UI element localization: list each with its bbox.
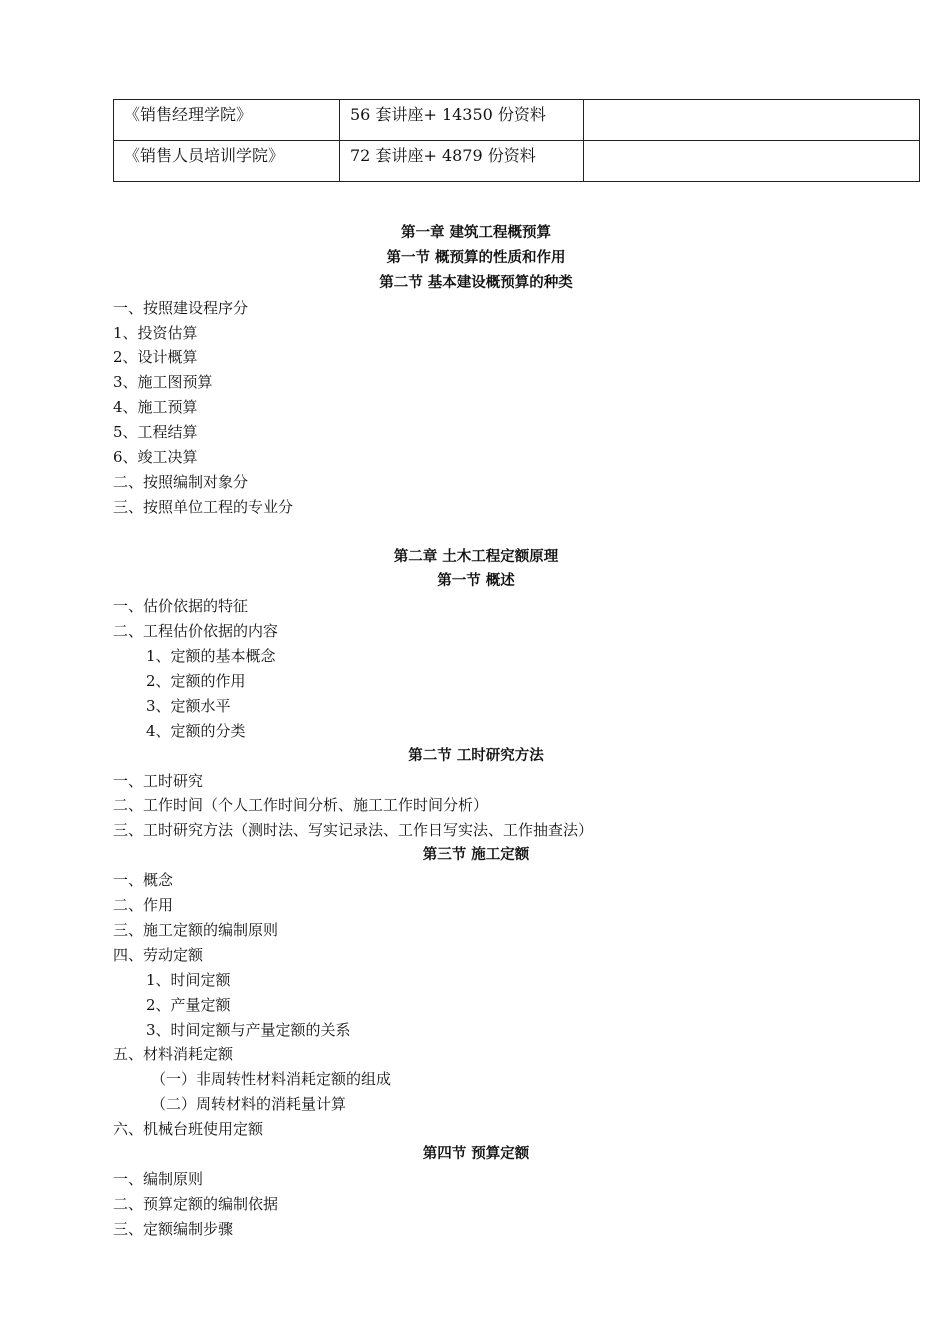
table-row	[114, 141, 920, 182]
outline-body	[113, 221, 839, 1242]
sub-list-item: 4、定额的分类	[146, 721, 246, 740]
list-item: 5、工程结算	[113, 423, 198, 442]
sub-list-item: 2、产量定额	[146, 995, 231, 1014]
section-heading: 第一章 建筑工程概预算	[400, 225, 552, 241]
section-heading: 第二节 工时研究方法	[408, 747, 544, 764]
list-item: 一、概念	[113, 871, 174, 890]
list-item: 一、编制原则	[113, 1169, 204, 1188]
sub-list-item: （一）非周转性材料消耗定额的组成	[151, 1070, 392, 1089]
sub-list-item: 2、定额的作用	[146, 672, 246, 691]
list-item: 二、作用	[113, 896, 174, 915]
table-cell-title: 《销售人员培训学院》	[114, 141, 340, 182]
table-cell-count: 72 套讲座+ 4879 份资料	[340, 141, 584, 182]
section-heading: 第四节 预算定额	[422, 1145, 530, 1162]
list-item: 五、材料消耗定额	[113, 1045, 234, 1064]
sub-list-item: 1、时间定额	[146, 970, 231, 989]
section-heading: 第一节 概述	[437, 573, 515, 590]
table-cell-title: 《销售经理学院》	[114, 100, 340, 141]
list-item: 2、设计概算	[113, 348, 198, 367]
table-cell-count: 56 套讲座+ 14350 份资料	[340, 100, 584, 141]
list-item: 1、投资估算	[113, 323, 198, 342]
section-heading: 第三节 施工定额	[422, 847, 530, 864]
list-item: 二、按照编制对象分	[113, 472, 249, 491]
list-item: 二、工程估价依据的内容	[113, 622, 279, 641]
list-item: 一、按照建设程序分	[113, 298, 249, 317]
list-item: 二、预算定额的编制依据	[113, 1194, 279, 1213]
list-item: 一、工时研究	[113, 771, 204, 790]
section-heading: 第二章 土木工程定额原理	[393, 548, 559, 565]
table-cell-empty	[584, 141, 920, 182]
table-cell-empty	[584, 100, 920, 141]
list-item: 四、劳动定额	[113, 945, 204, 964]
list-item: 二、工作时间（个人工作时间分析、施工工作时间分析）	[113, 796, 489, 815]
list-item: 4、施工预算	[113, 398, 198, 417]
catalog-table	[113, 99, 920, 182]
list-item: 3、施工图预算	[113, 373, 213, 392]
list-item: 三、施工定额的编制原则	[113, 920, 279, 939]
list-item: 三、工时研究方法（测时法、写实记录法、工作日写实法、工作抽查法）	[113, 821, 594, 840]
list-item: 六、机械台班使用定额	[113, 1120, 264, 1139]
sub-list-item: 1、定额的基本概念	[146, 647, 276, 666]
list-item: 三、定额编制步骤	[113, 1219, 234, 1238]
list-item: 6、竣工决算	[113, 448, 198, 467]
sub-list-item: 3、时间定额与产量定额的关系	[146, 1020, 351, 1039]
blank-line	[113, 520, 839, 545]
sub-list-item: （二）周转材料的消耗量计算	[151, 1095, 347, 1114]
table-row	[114, 100, 920, 141]
list-item: 一、估价依据的特征	[113, 597, 249, 616]
sub-list-item: 3、定额水平	[146, 696, 231, 715]
section-heading: 第一节 概预算的性质和作用	[386, 249, 566, 266]
section-heading: 第二节 基本建设概预算的种类	[379, 274, 573, 291]
list-item: 三、按照单位工程的专业分	[113, 497, 294, 516]
